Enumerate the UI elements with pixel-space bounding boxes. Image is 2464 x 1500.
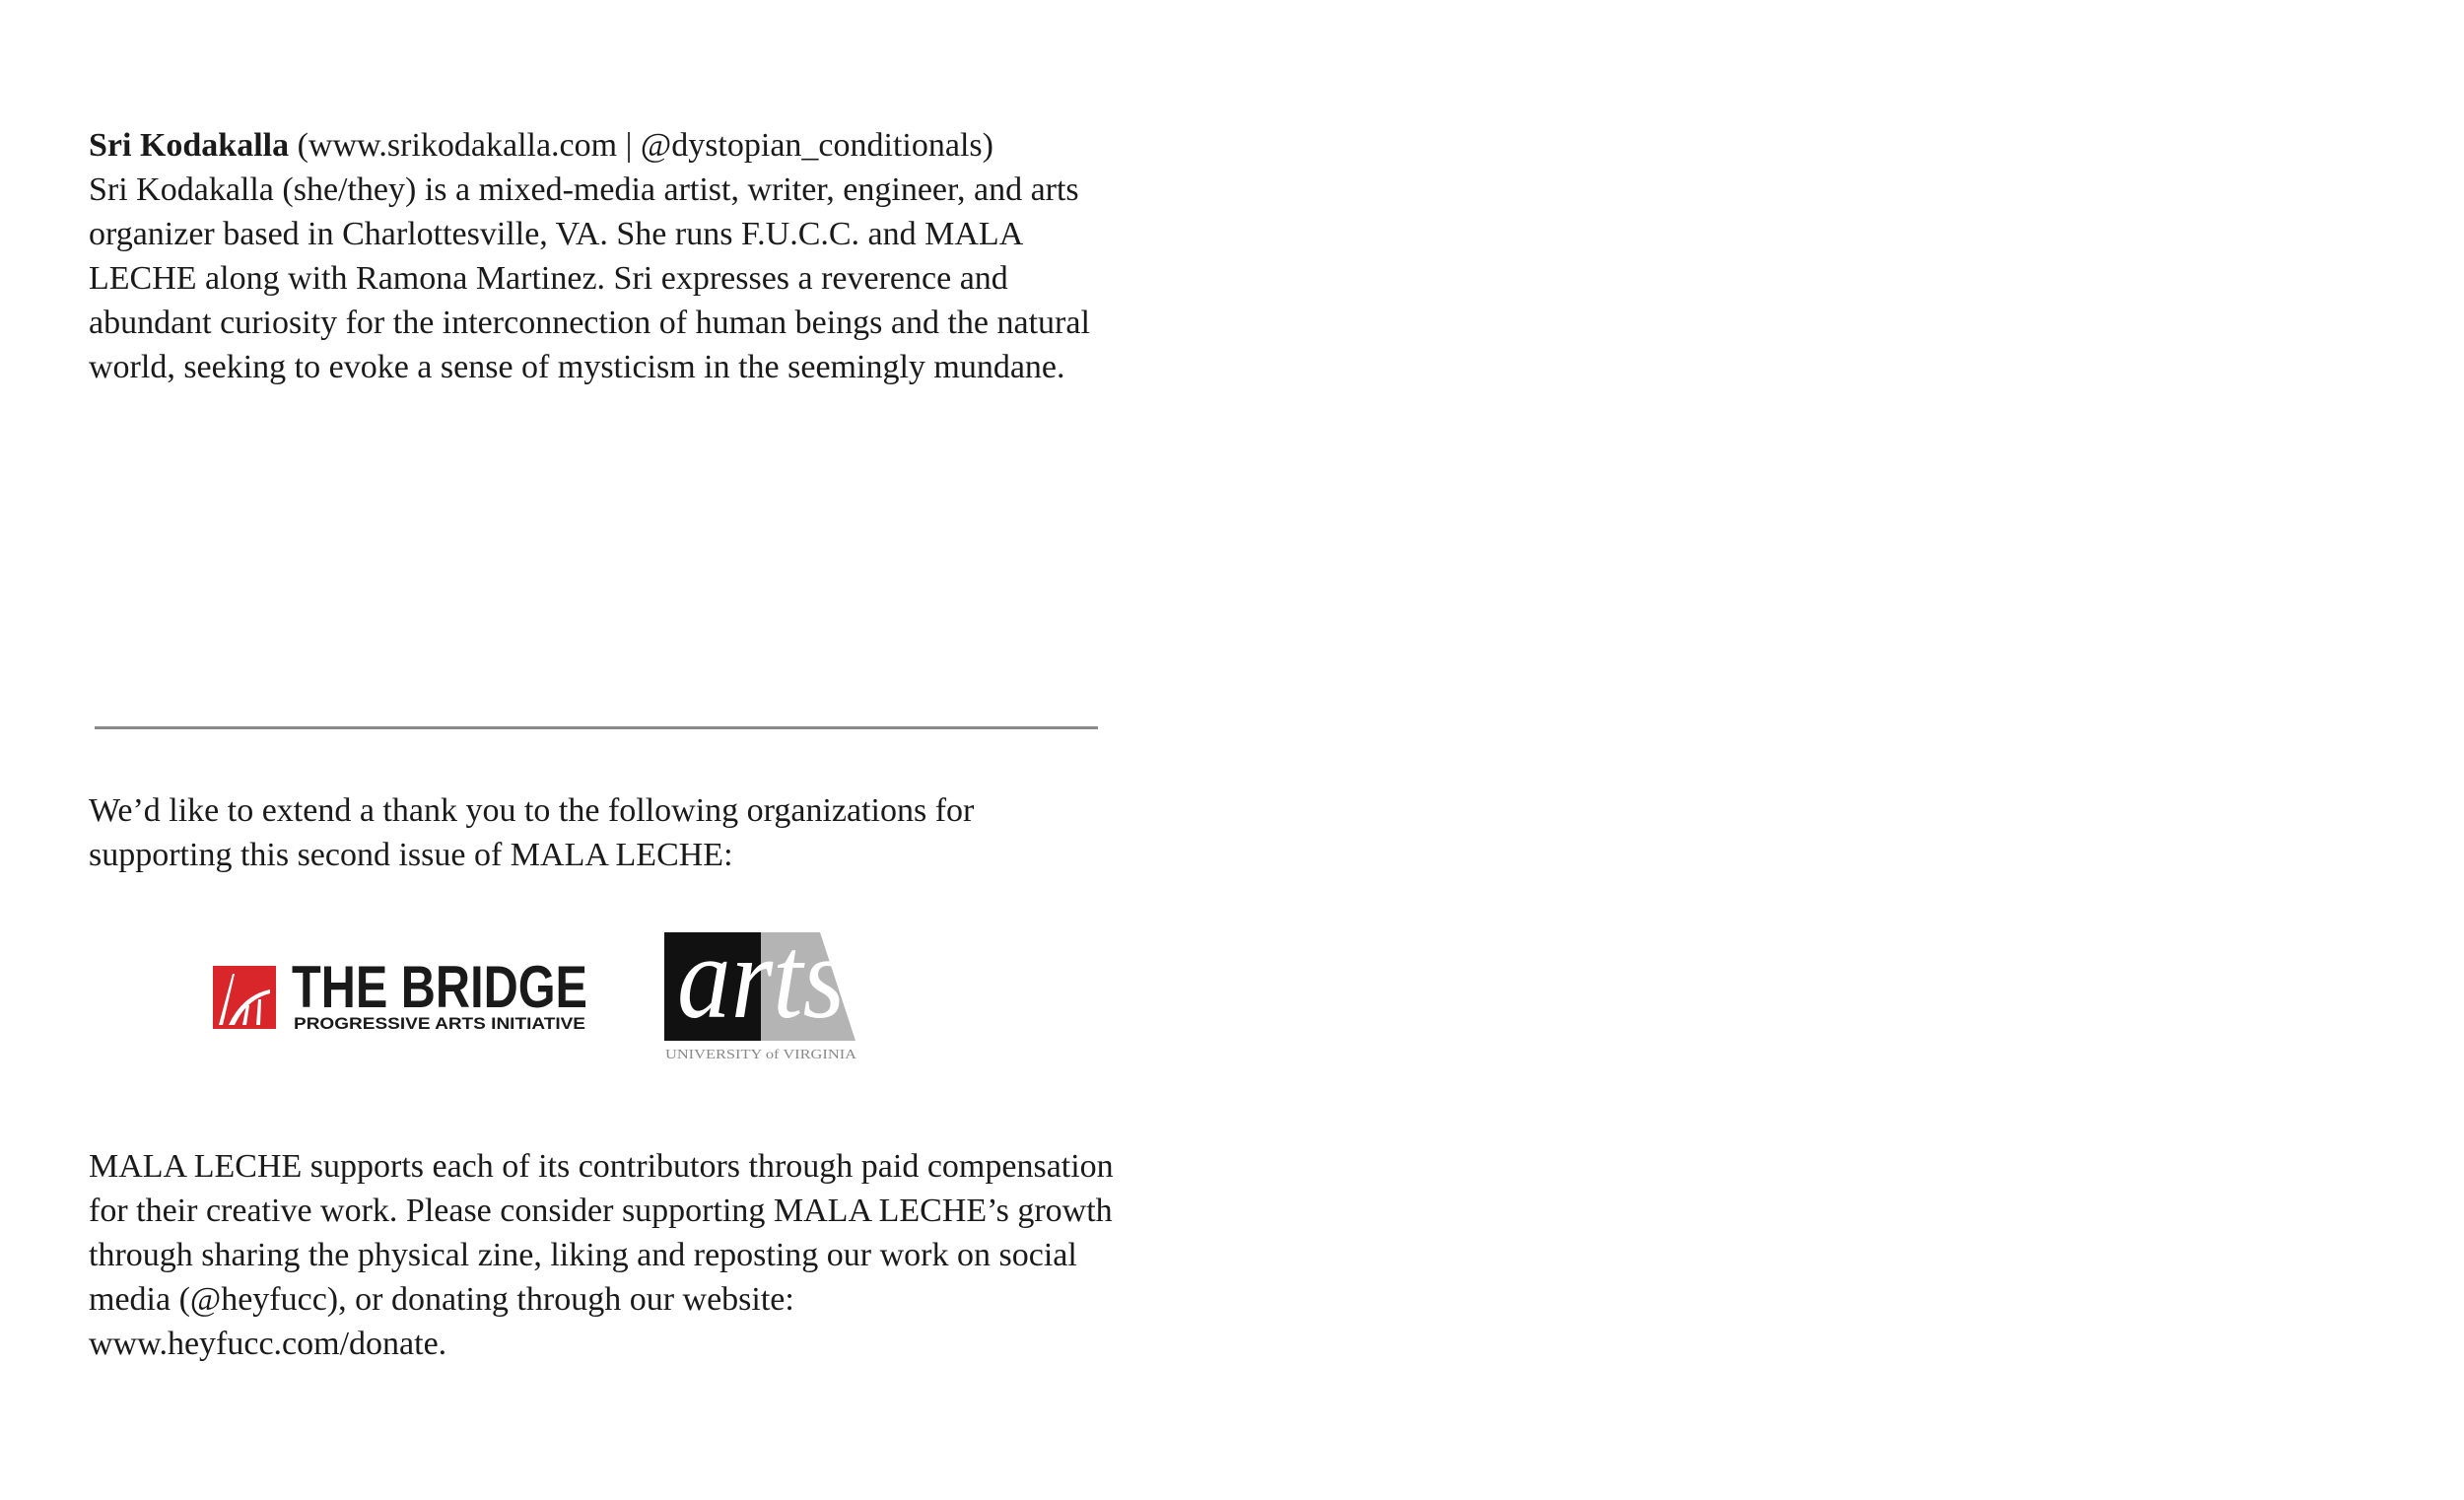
contributor-name: Sri Kodakalla — [89, 127, 290, 164]
contributor-links: (www.srikodakalla.com | @dystopian_conditionals) — [289, 127, 993, 164]
arts-subtitle: UNIVERSITY of VIRGINIA — [665, 1048, 858, 1062]
contributor-bio — [89, 123, 1114, 389]
contributor-bio-text: Sri Kodakalla (she/they) is a mixed-media artist, writer, engineer, and arts organizer based in Charlottesville, VA. She runs F.U.C.C. and MALA LECHE along with Ramona Martinez. Sri expresses a reverence and abundant curiosity for the interconnection of human beings and the natural world, seeking to evoke a sense of mysticism in the seemingly mundane. — [89, 171, 1090, 385]
bridge-title: THE BRIDGE — [292, 956, 587, 1020]
thanks-paragraph: We’d like to extend a thank you to the following organizations for supporting this second issue of MALA LECHE: — [89, 792, 975, 873]
the-bridge-logo — [213, 956, 591, 1041]
section-divider — [95, 726, 1098, 729]
uva-arts-logo — [662, 930, 859, 1064]
support-paragraph: MALA LECHE supports each of its contributors through paid compensation for their creative work. Please consider supporting MALA LECHE’s growth through sharing the physical zine, liking and reposting our work on social media (@heyfucc), or donating through our website: www.heyfucc.com/donate. — [89, 1148, 1114, 1362]
arts-mark: arts — [677, 930, 845, 1043]
bridge-subtitle: PROGRESSIVE ARTS INITIATIVE — [294, 1014, 585, 1033]
